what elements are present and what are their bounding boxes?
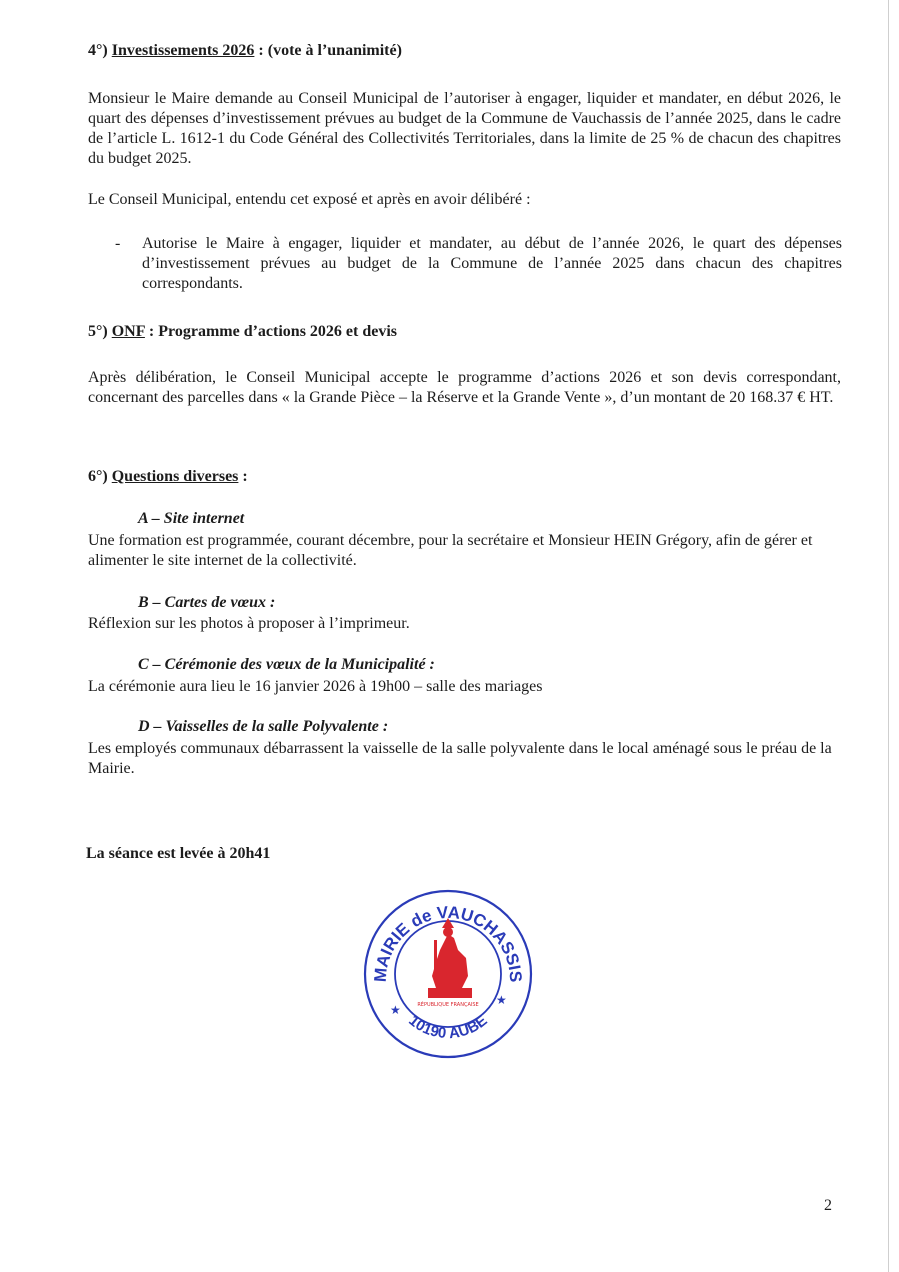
item-a-text: Une formation est programmée, courant décembre, pour la secrétaire et Monsieur HEIN Grégory, afin de gérer et alimenter le site internet de la collectivité. xyxy=(88,532,813,569)
scan-edge-line xyxy=(888,0,889,1272)
star-left-icon: ★ xyxy=(390,1003,401,1017)
section-6-suffix: : xyxy=(238,468,248,485)
section-6-number: 6°) xyxy=(88,468,108,485)
section-5-number: 5°) xyxy=(88,323,108,340)
stamp-top-text: MAIRIE de VAUCHASSIS xyxy=(370,902,526,983)
closing-line: La séance est levée à 20h41 xyxy=(86,845,271,862)
item-c-heading: C – Cérémonie des vœux de la Municipalité : xyxy=(138,656,435,673)
item-b-heading: B – Cartes de vœux : xyxy=(138,594,276,611)
bullet-text: Autorise le Maire à engager, liquider et mandater, au début de l’année 2026, le quart des dépenses d’investissement prévues au budget de la Commune de l’année 2025 dans chacun des chapitres correspondants. xyxy=(142,235,842,292)
section-5-heading xyxy=(88,323,397,341)
section-4-heading xyxy=(88,42,402,60)
section-6-heading xyxy=(88,468,248,486)
section-4-title: Investissements 2026 xyxy=(111,42,255,59)
section-4-number: 4°) xyxy=(88,42,108,59)
marianne-emblem-icon xyxy=(428,918,472,998)
item-c-text: La cérémonie aura lieu le 16 janvier 2026 à 19h00 – salle des mariages xyxy=(88,678,543,695)
section-4-bullet xyxy=(115,234,842,294)
stamp-inner-text: RÉPUBLIQUE FRANÇAISE xyxy=(417,1002,479,1008)
star-right-icon: ★ xyxy=(496,993,507,1007)
section-5-suffix: : Programme d’actions 2026 et devis xyxy=(144,323,398,340)
bullet-dash: - xyxy=(115,235,121,252)
section-4-paragraph: Monsieur le Maire demande au Conseil Municipal de l’autoriser à engager, liquider et mandater, en début 2026, le quart des dépenses d’investissement prévues au budget de la Commune de Vauchassis de l’année 2025, dans le cadre de l’article L. 1612-1 du Code Général des Collectivités Territoriales, dans la limite de 25 % de chacun des chapitres du budget 2025. xyxy=(88,90,841,167)
item-d-heading: D – Vaisselles de la salle Polyvalente : xyxy=(138,718,389,735)
section-5-paragraph: Après délibération, le Conseil Municipal accepte le programme d’actions 2026 et son devis correspondant, concernant des parcelles dans « la Grande Pièce – la Réserve et la Grande Vente », d’un montant de 20 168.37 € HT. xyxy=(88,369,841,406)
item-b-text: Réflexion sur les photos à proposer à l’imprimeur. xyxy=(88,615,410,632)
stamp-bottom-text: 10190 AUBE xyxy=(405,1012,491,1043)
section-5-title: ONF xyxy=(111,323,145,340)
mairie-stamp xyxy=(362,888,534,1060)
section-4-intro: Le Conseil Municipal, entendu cet exposé et après en avoir délibéré : xyxy=(88,191,531,208)
section-4-suffix: : (vote à l’unanimité) xyxy=(254,42,402,59)
item-d-text: Les employés communaux débarrassent la vaisselle de la salle polyvalente dans le local aménagé sous le préau de la Mairie. xyxy=(88,740,832,777)
page-number: 2 xyxy=(824,1197,832,1214)
item-a-heading: A – Site internet xyxy=(138,510,245,527)
section-6-title: Questions diverses xyxy=(111,468,239,485)
